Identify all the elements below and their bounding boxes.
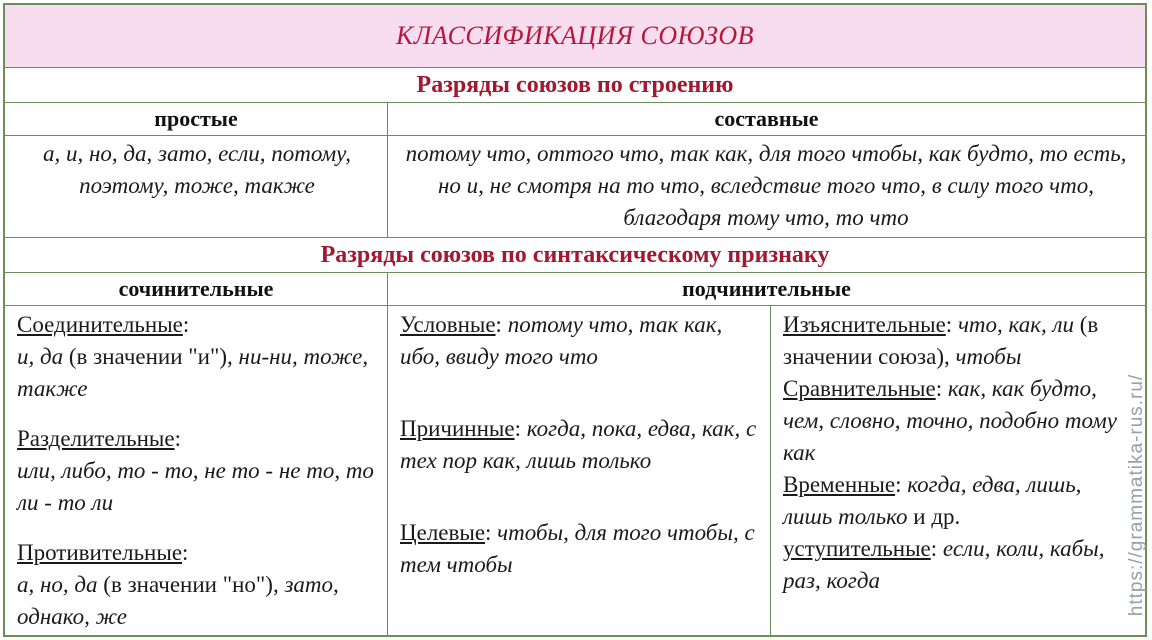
- conjunction-list: когда, пока, едва, как, с тех пор как, лишь только: [400, 416, 757, 473]
- divider: [5, 305, 1145, 306]
- conjunction-list: потому что, так как, ибо, ввиду того что: [400, 312, 723, 369]
- structure-heading: Разряды союзов по строению: [5, 68, 1145, 102]
- type-label: Условные: [400, 312, 496, 337]
- simple-header: простые: [154, 106, 238, 131]
- usage-note: (в значении "и"),: [63, 344, 239, 369]
- subordinating-header: подчинительные: [682, 276, 851, 301]
- watermark: [1126, 360, 1148, 630]
- group-temporal: Временные: когда, едва, лишь, лишь только и др.: [783, 472, 1082, 529]
- type-label: Изъяснительные: [783, 312, 946, 337]
- conjunction-list: зато, однако, же: [17, 572, 339, 629]
- group-disjunctive: Разделительные: или, либо, то - то, не то - не то, то ли - то ли: [17, 426, 374, 515]
- conjunction-list: а, но, да: [17, 572, 98, 597]
- group-explanatory: Изъяснительные: что, как, ли (в значении союза), чтобы: [783, 312, 1099, 369]
- type-label: Разделительные: [17, 426, 175, 451]
- type-label: Временные: [783, 472, 896, 497]
- divider: [387, 273, 388, 637]
- group-conditional: Условные: потому что, так как, ибо, ввиду того что: [400, 312, 723, 369]
- conjunction-list: чтобы: [955, 344, 1022, 369]
- type-label: Сравнительные: [783, 376, 936, 401]
- type-label: Соединительные: [17, 312, 183, 337]
- conjunction-list: чтобы, для того чтобы, с тем чтобы: [400, 520, 755, 577]
- page-title: КЛАССИФИКАЦИЯ СОЮЗОВ: [5, 5, 1145, 67]
- coordinating-header: сочинительные: [118, 276, 274, 301]
- group-causal: Причинные: когда, пока, едва, как, с тех пор как, лишь только: [400, 416, 757, 473]
- group-comparative: Сравнительные: как, как будто, чем, словно, точно, подобно тому как: [783, 376, 1117, 465]
- subordinating-groups-middle: [400, 309, 760, 581]
- conjunction-list: что, как, ли: [952, 312, 1074, 337]
- compound-header: составные: [714, 106, 819, 131]
- type-label: Целевые: [400, 520, 486, 545]
- divider: [387, 103, 388, 237]
- divider: [770, 306, 771, 637]
- type-label: Причинные: [400, 416, 515, 441]
- group-concessive: уступительные: если, коли, кабы, раз, когда: [783, 536, 1105, 593]
- usage-note: (в значении "но"),: [97, 572, 285, 597]
- watermark-text: https://grammatika-rus.ru/: [1126, 373, 1148, 617]
- conjunction-list: и, да: [17, 344, 64, 369]
- type-label: уступительные: [783, 536, 931, 561]
- conjunction-list: как, как будто, чем, словно, точно, подобно тому как: [783, 376, 1117, 465]
- group-connective: Соединительные: и, да (в значении "и"), ни-ни, тоже, также: [17, 312, 369, 401]
- conjunction-list: когда, едва, лишь, лишь только: [783, 472, 1082, 529]
- simple-conjunctions: а, и, но, да, зато, если, потому, поэтому, тоже, также: [43, 141, 351, 198]
- syntax-heading: Разряды союзов по синтаксическому признаку: [5, 238, 1145, 272]
- divider: [5, 135, 1145, 136]
- conjunction-list: если, коли, кабы, раз, когда: [783, 536, 1105, 593]
- usage-note: и др.: [907, 504, 961, 529]
- compound-conjunctions: потому что, оттого что, так как, для того чтобы, как будто, то есть, но и, не смотря на то что, вследствие того что, в силу того что, благодаря тому что, то что: [405, 141, 1127, 230]
- coordinating-groups: [17, 309, 379, 637]
- conjunction-list: или, либо, то - то, не то - не то, то ли - то ли: [17, 458, 374, 515]
- conjunction-list: ни-ни, тоже, также: [17, 344, 369, 401]
- classification-table: [3, 3, 1147, 637]
- usage-note: (в значении союза),: [783, 312, 1099, 369]
- group-adversative: Противительные: а, но, да (в значении "но"), зато, однако, же: [17, 540, 339, 629]
- subordinating-groups-right: [783, 309, 1123, 597]
- type-label: Противительные: [17, 540, 183, 565]
- group-purpose: Целевые: чтобы, для того чтобы, с тем чтобы: [400, 520, 755, 577]
